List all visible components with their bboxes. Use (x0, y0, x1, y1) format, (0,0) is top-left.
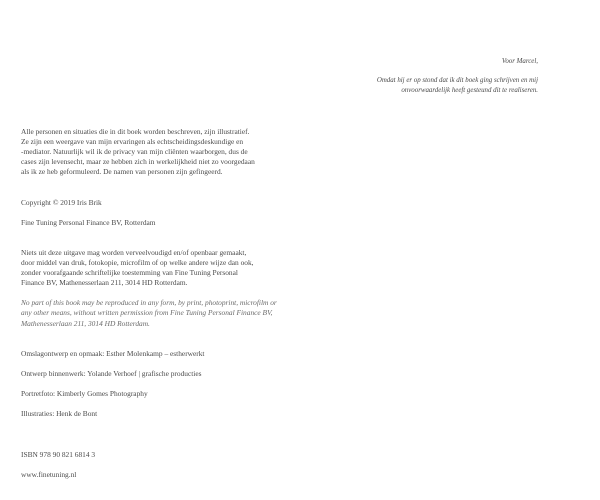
colophon-block (21, 127, 296, 500)
publisher-line: Fine Tuning Personal Finance BV, Rotterdam (21, 217, 156, 227)
isbn-block (21, 439, 296, 489)
credit-cover-design: Omslagontwerp en opmaak: Esther Molenkamp – estherwerkt (21, 348, 205, 358)
dedication-block (298, 57, 538, 96)
disclaimer-text: Alle personen en situaties die in dit boek worden beschreven, zijn illustratief. Ze zijn een weergave van mijn ervaringen als echtscheidingsdeskundige en -mediator. Natuurlijk wil ik de privacy van mijn cliënten waarborgen, dus de cases zijn levensecht, maar ze hebben zich in werkelijkheid niet zo voorgedaan als ik ze heb geformuleerd. De namen van personen zijn gefingeerd. (21, 127, 255, 177)
left-page-colophon (0, 0, 300, 479)
dedication-salutation: Voor Marcel, (501, 58, 538, 65)
credit-interior-design: Ontwerp binnenwerk: Yolande Verhoef | grafische producties (21, 368, 202, 378)
isbn-line: ISBN 978 90 821 6814 3 (21, 449, 96, 459)
dedication-text: Omdat hij er op stond dat ik dit boek ging schrijven en mij onvoorwaardelijk heeft gesteund dit te realiseren. (376, 77, 538, 94)
credit-illustrations: Illustraties: Henk de Bont (21, 409, 98, 419)
website-line: www.finetuning.nl (21, 469, 77, 479)
credits-block (21, 339, 296, 430)
rights-dutch-text: Niets uit deze uitgave mag worden verveelvoudigd en/of openbaar gemaakt, door middel van druk, fotokopie, microfilm of op welke andere wijze dan ook, zonder voorafgaande schriftelijke toestemming van Fine Tuning Personal Finance BV, Mathenesserlaan 211, 3014 HD Rotterdam. (21, 247, 254, 288)
copyright-block (21, 187, 296, 237)
right-page-dedication (300, 0, 600, 429)
credit-portrait-photo: Portretfoto: Kimberly Gomes Photography (21, 389, 148, 399)
rights-english-text: No part of this book may be reproduced in any form, by print, photoprint, microfilm or any other means, without written permission from Fine Tuning Personal Finance BV, Mathenesserlaan 211, 3014 HD Rotterdam. (21, 298, 277, 328)
copyright-line: Copyright © 2019 Iris Brik (21, 197, 102, 207)
